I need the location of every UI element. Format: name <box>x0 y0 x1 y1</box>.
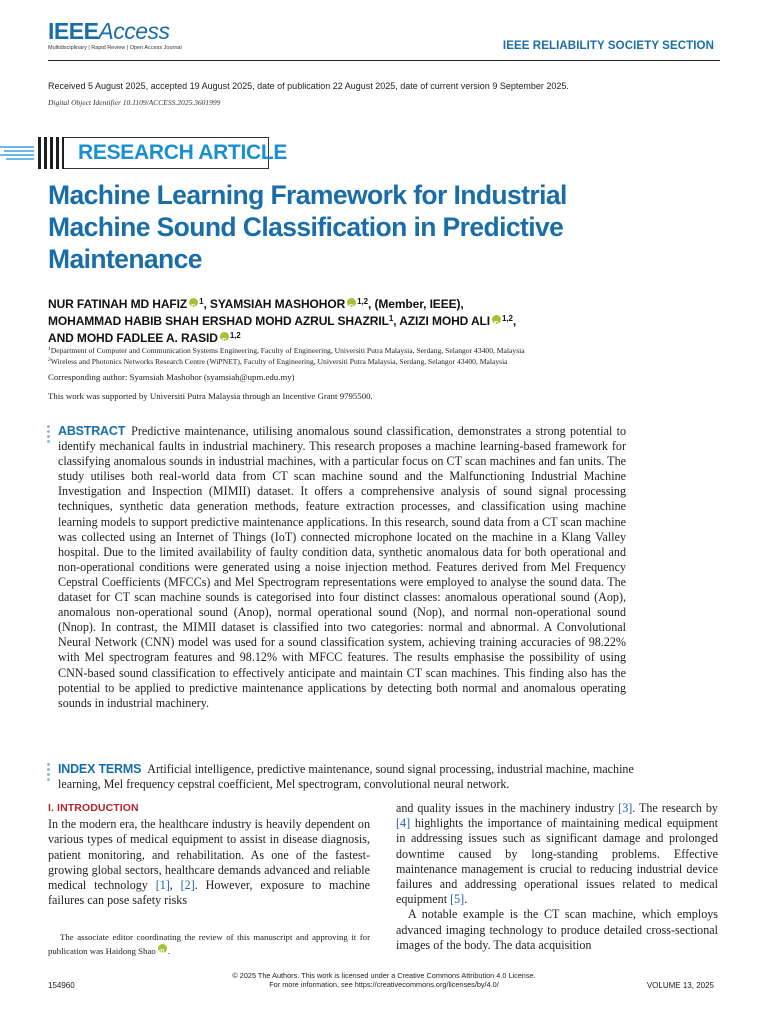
index-terms-heading: INDEX TERMS <box>58 762 142 776</box>
article-type-banner <box>0 135 288 171</box>
corresponding-author: Corresponding author: Syamsiah Mashohor (syamsiah@upm.edu.my) <box>48 372 295 382</box>
abstract-marker <box>47 425 50 445</box>
section-label: IEEE RELIABILITY SOCIETY SECTION <box>502 40 714 52</box>
author-affil-mark: 1,2 <box>229 331 241 340</box>
author-separator: , <box>512 314 517 328</box>
citation-link[interactable]: [4] <box>396 816 411 831</box>
author-name: MOHAMMAD HABIB SHAH ERSHAD MOHD AZRUL SHAZRIL <box>48 314 389 328</box>
publication-dates: Received 5 August 2025, accepted 19 August 2025, date of publication 22 August 2025, date of current version 9 September 2025. <box>48 81 569 91</box>
funding-note: This work was supported by Universiti Putra Malaysia through an Incentive Grant 9795500. <box>48 391 373 401</box>
author-affil-mark: 1 <box>388 314 394 323</box>
abstract-text: Predictive maintenance, utilising anomalous sound classification, demonstrates a strong potential to identify mechanical faults in industrial machinery. This research proposes a machine learning-based framework for classifying anomalous sounds in industrial machines, with a particular focus on CT scan machines and fan units. The study utilises both real-world data from CT scan machine sound and the Malfunctioning Industrial Machine Investigation and Inspection (MIMII) dataset. It offers a comprehensive analysis of sound signal processing techniques, synthetic data generation methods, feature extraction processes, and classification using machine learning models to support predictive maintenance applications. In this research, sound data from a CT scan machine was collected using an Internet of Things (IoT) connected microphone located on the machine in a Klang Valley hospital. Due to the limited availability of faulty condition data, synthetic anomalous data for both operational and non-operational conditions were generated using a noise injection method. Features derived from Mel Frequency Cepstral Coefficients (MFCCs) and Mel Spectrogram representations were employed to analyse the sound data. The dataset for CT scan machine sounds is categorised into four distinct classes: anomalous operational sound (Aop), anomalous non-operational sound (Anop), normal operational sound (Nop), and normal non-operational sound (Nnop). In contrast, the MIMII dataset is classified into two categories: normal and abnormal. A Convolutional Neural Network (CNN) model was used for a sound classification system, achieving training accuracies of 98.22% with Mel spectrogram features and 98.12% with MFCC features. The results emphasise the possibility of using CNN-based sound classification to effectively anticipate and maintain CT scan machines. This finding also has the potential to be applied to predictive maintenance applications by detecting both normal and anomalous operating sounds in industrial machinery. <box>58 424 626 710</box>
author-list <box>48 296 728 347</box>
citation-link[interactable]: [2] <box>180 878 195 893</box>
body-paragraph: In the modern era, the healthcare industry is heavily dependent on various types of medical equipment to assist in disease diagnosis, patient monitoring, and rehabilitation. As one of the fastest-growing global sectors, healthcare demands advanced and reliable medical technology [1], [2]. However, exposure to machine failures can pose safety risks <box>48 817 371 908</box>
citation-link[interactable]: [3] <box>618 801 633 815</box>
body-column-left <box>48 801 370 908</box>
author-name: AND MOHD FADLEE A. RASID <box>48 331 218 345</box>
author-name: NUR FATINAH MD HAFIZ <box>48 297 188 311</box>
doi: Digital Object Identifier 10.1109/ACCESS.2025.3601999 <box>48 98 221 107</box>
license-line: © 2025 The Authors. This work is licensed under a Creative Commons Attribution 4.0 License. <box>232 971 536 980</box>
citation-link[interactable]: [1] <box>155 878 170 893</box>
logo-wordmark: IEEEAccess <box>48 18 170 44</box>
journal-logo <box>48 18 182 51</box>
editor-footnote: The associate editor coordinating the review of this manuscript and approving it for publication was Haidong ShaoiD . <box>48 930 370 958</box>
orcid-icon[interactable] <box>492 315 501 324</box>
index-terms-text: Artificial intelligence, predictive maintenance, sound signal processing, industrial machine, machine learning, Mel frequency cepstral coefficient, Mel spectrogram, convolutional neural network. <box>58 762 634 792</box>
header-divider <box>48 60 720 61</box>
body-column-right <box>396 801 718 953</box>
logo-tagline: Multidisciplinary | Rapid Review | Open Access Journal <box>48 45 182 51</box>
author-note: , (Member, IEEE), <box>367 297 464 311</box>
license-link[interactable]: For more information, see https://creativecommons.org/licenses/by/4.0/ <box>269 980 499 989</box>
orcid-icon[interactable] <box>189 298 198 307</box>
author-name: , AZIZI MOHD ALI <box>393 314 491 328</box>
article-type: RESEARCH ARTICLE <box>78 141 288 164</box>
abstract-heading: ABSTRACT <box>58 424 126 438</box>
affiliation-1: $^1$Department of Computer and Communication Systems Engineering, Faculty of Engineering, Universiti Putra Malaysia, Serdang, Selangor 43400, Malaysia <box>48 346 525 355</box>
body-paragraph: and quality issues in the machinery industry [3]. The research by [4] highlights the importance of maintaining medical equipment in addressing issues such as significant damage and prolonged downtime caused by long-standing problems. Effective maintenance management is crucial to reducing industrial device failures and addressing operational issues related to medical equipment [5]. <box>396 801 718 907</box>
author-affil-mark: 1 <box>199 297 204 306</box>
affiliation-2: $^2$Wireless and Photonics Networks Research Centre (WiPNET), Faculty of Engineering, Universiti Putra Malaysia, Serdang, Selangor 43400, Malaysia <box>48 357 508 366</box>
abstract <box>58 424 626 711</box>
citation-link[interactable]: [5] <box>450 892 465 907</box>
author-affil-mark: 1,2 <box>357 297 368 306</box>
orcid-icon[interactable] <box>158 944 167 953</box>
index-terms <box>58 762 638 792</box>
orcid-icon[interactable] <box>220 332 229 341</box>
banner-decoration <box>0 146 36 160</box>
orcid-icon[interactable] <box>347 298 356 307</box>
body-paragraph: A notable example is the CT scan machine, which employs advanced imaging technology to produce detailed cross-sectional images of the body. The data acquisition <box>396 907 718 952</box>
author-name: , SYAMSIAH MASHOHOR <box>203 297 346 311</box>
index-terms-marker <box>47 763 50 783</box>
author-affil-mark: 1,2 <box>502 314 513 323</box>
page-number: 154960 <box>48 981 75 990</box>
paper-title: Machine Learning Framework for Industrial Machine Sound Classification in Predictive Maintenance <box>48 180 567 274</box>
section-heading: I. INTRODUCTION <box>48 802 139 814</box>
volume-label: VOLUME 13, 2025 <box>646 981 714 990</box>
